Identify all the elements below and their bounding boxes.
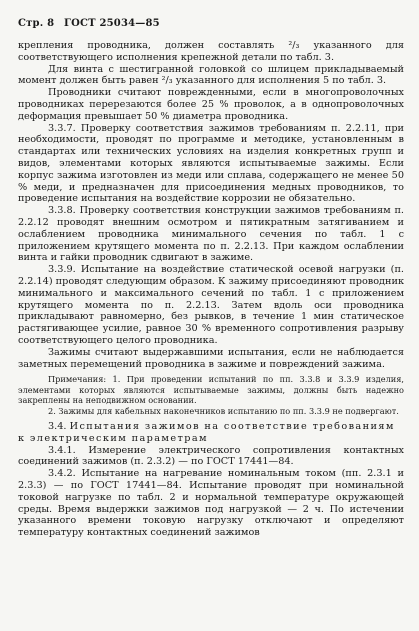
paragraph: 3.3.9. Испытание на воздействие статической осевой нагрузки (п. 2.2.14) проводят следующим образом. К зажиму присоединяют проводник минимального и максимального сечений по табл. 1 с приложением крутящего момента по п. 2.2.13. Затем вдоль оси проводника прикладывают равномерно, без рывков, в течение 1 мин статическое растягивающее усилие, равное 30 % временного сопротивления разрыву соответствующего целого проводника. — [18, 264, 404, 346]
paragraph: 3.3.7. Проверку соответствия зажимов требованиям п. 2.2.11, при необходимости, проводят по программе и методике, установленным в стандартах или технических условиях на изделия конкретных групп и видов, элементами которых являются испытываемые зажимы. Если корпус зажима изготовлен из меди или сплава, содержащего не менее 50 % меди, и предназначен для присоединения медных проводников, то проведение испытания на воздействие коррозии не обязательно. — [18, 122, 404, 205]
section-heading — [18, 421, 404, 445]
section-title: Испытания зажимов на соответствие требованиям к электрическим параметрам — [18, 420, 395, 444]
paragraph: Проводники считают поврежденными, если в многопроволочных проводниках перерезаются более 25 % проволок, а в однопроволочных деформация превышает 50 % диаметра проводника. — [18, 87, 404, 122]
page-header — [18, 18, 404, 29]
paragraph: Зажимы считают выдержавшими испытания, если не наблюдается заметных перемещений проводника в зажиме и повреждений зажима. — [18, 346, 404, 370]
note: Примечания: 1. При проведении испытаний по пп. 3.3.8 и 3.3.9 изделия, элементами которых являются испытываемые зажимы, должны быть надежно закреплены на неподвижном основании. — [18, 374, 404, 406]
paragraph: 3.4.1. Измерение электрического сопротивления контактных соединений зажимов (п. 2.3.2) — по ГОСТ 17441—84. — [18, 444, 404, 468]
paragraph: 3.3.8. Проверку соответствия конструкции зажимов требованиям п. 2.2.12 проводят внешним осмотром и пятикратным затягиванием и ослаблением проводника минимального сечения по табл. 1 с приложением крутящего момента по п. 2.2.13. При каждом ослаблении винта и гайки проводник сдвигают в зажиме. — [18, 205, 404, 264]
paragraph: крепления проводника, должен составлять ²/₃ указанного для соответствующего исполнения крепежной детали по табл. 3. — [18, 40, 404, 63]
note: 2. Зажимы для кабельных наконечников испытанию по пп. 3.3.9 не подвергают. — [48, 405, 399, 416]
section-number: 3.4. — [48, 420, 67, 432]
standard-code: ГОСТ 25034—85 — [63, 18, 160, 29]
paragraph: 3.4.2. Испытание на нагревание номинальным током (пп. 2.3.1 и 2.3.3) — по ГОСТ 17441—84. Испытание проводят при номинальной токовой нагрузке по табл. 2 и нормальной температуре окружающей среды. Время выдержки зажимов под нагрузкой — 2 ч. По истечении указанного времени токовую нагрузку отключают и определяют температуру контактных соединений зажимов — [18, 468, 404, 539]
page-number: Стр. 8 — [18, 18, 55, 29]
paragraph: Для винта с шестигранной головкой со шлицем прикладываемый момент должен быть равен ²/₃ указанного для исполнения 5 по табл. 3. — [18, 63, 404, 87]
